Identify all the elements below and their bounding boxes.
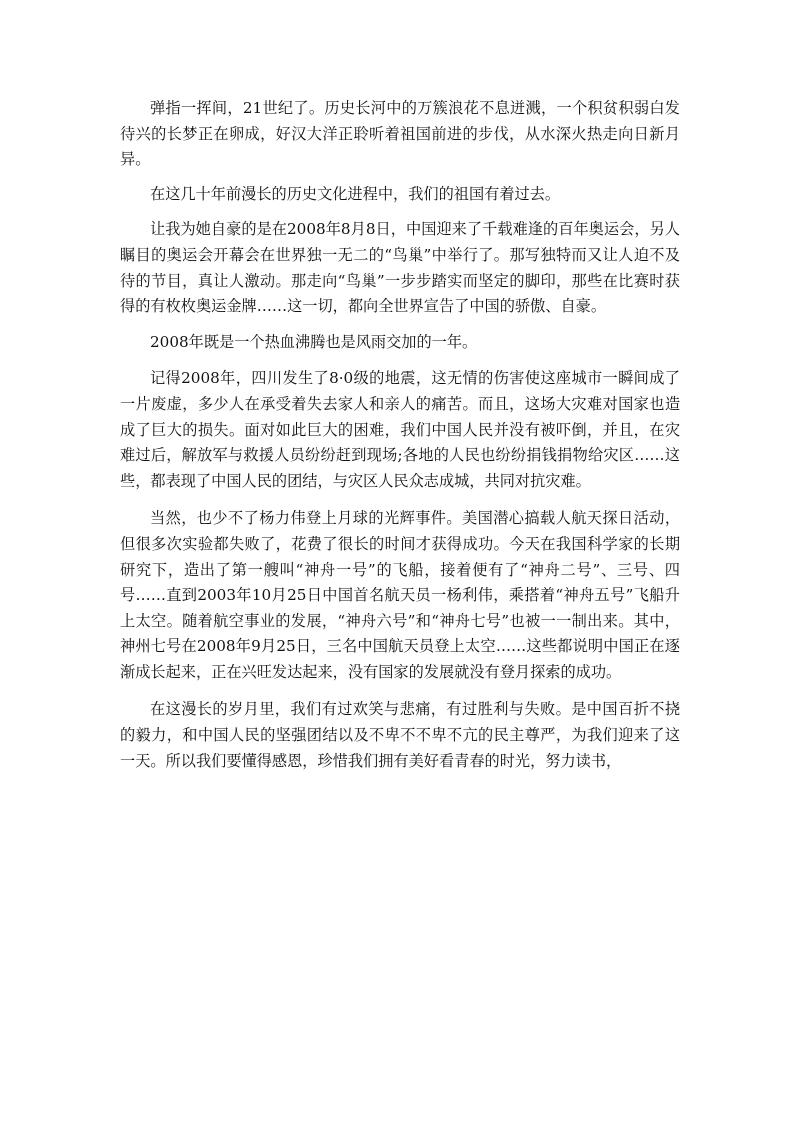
paragraph-1: 弹指一挥间，21世纪了。历史长河中的万簇浪花不息迸溅，一个积贫积弱白发待兴的长梦正在卵成，好汉大洋正聆听着祖国前进的步伐，从水深火热走向日新月异。 bbox=[120, 99, 680, 169]
paragraph-2: 在这几十年前漫长的历史文化进程中，我们的祖国有着过去。 bbox=[150, 184, 561, 203]
paragraph-4: 2008年既是一个热血沸腾也是风雨交加的一年。 bbox=[150, 332, 478, 351]
paragraph-6: 当然，也少不了杨力伟登上月球的光辉事件。美国潜心搞载人航天探日活动，但很多次实验都失败了，花费了很长的时间才获得成功。今天在我国科学家的长期研究下，造出了第一艘叫“神舟一号”的飞船，接着便有了“神舟二号”、三号、四号……直到2003年10月25日中国首名航天员一杨利伟，乘搭着“神舟五号”飞船升上太空。随着航空事业的发展，“神舟六号”和“神舟七号”也被一一制出来。其中，神州七号在2008年9月25日，三名中国航天员登上太空……这些都说明中国正在逐渐成长起来，正在兴旺发达起来，没有国家的发展就没有登月探索的成功。 bbox=[120, 509, 680, 681]
paragraph-3: 让我为她自豪的是在2008年8月8日，中国迎来了千载难逢的百年奥运会，另人瞩目的奥运会开幕会在世界独一无二的“鸟巢”中举行了。那写独特而又让人迫不及待的节目，真让人激动。那走向“鸟巢”一步步踏实而坚定的脚印，那些在比赛时获得的有枚枚奥运金牌……这一切，都向全世界宣告了中国的骄傲、自豪。 bbox=[120, 220, 680, 316]
document-page bbox=[120, 96, 680, 774]
paragraph-7: 在这漫长的岁月里，我们有过欢笑与悲痛，有过胜利与失败。是中国百折不挠的毅力，和中国人民的坚强团结以及不卑不不卑不亢的民主尊严，为我们迎来了这一天。所以我们要懂得感恩，珍惜我们拥有美好看青春的时光，努力读书， bbox=[120, 700, 680, 770]
paragraph-5: 记得2008年，四川发生了8·0级的地震，这无情的伤害使这座城市一瞬间成了一片废虚，多少人在承受着失去家人和亲人的痛苦。而且，这场大灾难对国家也造成了巨大的损失。面对如此巨大的困难，我们中国人民并没有被吓倒，并且，在灾难过后，解放军与救援人员纷纷赶到现场;各地的人民也纷纷捐钱捐物给灾区……这些，都表现了中国人民的团结，与灾区人民众志成城，共同对抗灾难。 bbox=[120, 369, 680, 490]
